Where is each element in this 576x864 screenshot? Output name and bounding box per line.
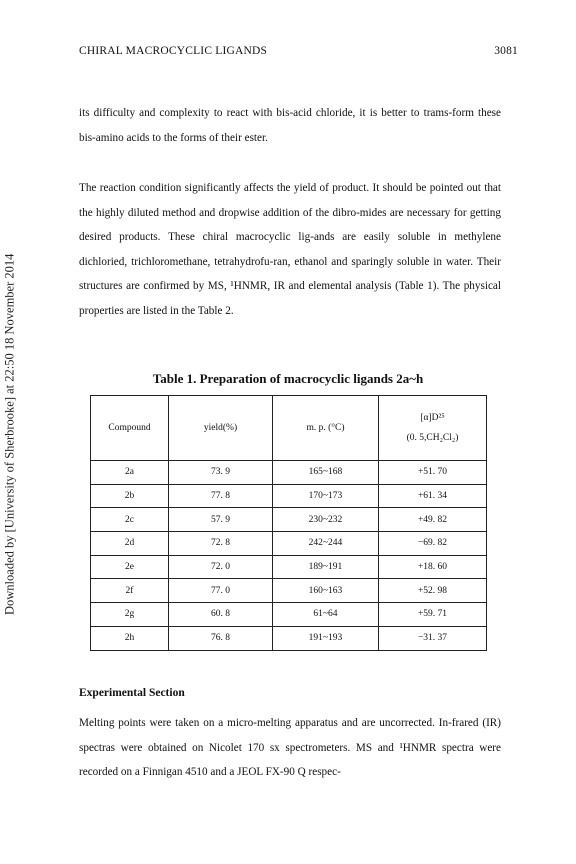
table-row	[91, 626, 487, 650]
table-header-row	[91, 396, 487, 461]
cell-rotation: +61. 34	[379, 484, 487, 508]
header-rotation-symbol: [α]D²⁵	[420, 413, 445, 423]
table-row	[91, 508, 487, 532]
paragraph-1: its difficulty and complexity to react with bis-acid chloride, it is better to trams-form these bis-amino acids to the forms of their ester.	[79, 107, 501, 144]
table-row	[91, 579, 487, 603]
running-header	[79, 45, 518, 57]
cell-mp: 189~191	[273, 555, 379, 579]
cell-compound: 2a	[91, 461, 169, 485]
download-watermark: Downloaded by [University of Sherbrooke] at 22:50 18 November 2014	[2, 253, 17, 615]
header-compound: Compound	[91, 396, 169, 461]
cell-compound: 2c	[91, 508, 169, 532]
section-heading: Experimental Section	[79, 687, 185, 699]
cell-compound: 2d	[91, 532, 169, 556]
cell-rotation: +51. 70	[379, 461, 487, 485]
paragraph-2: The reaction condition significantly affects the yield of product. It should be pointed out that the highly diluted method and dropwise addition of the dibro-mides are necessary for getting desired products. These chiral macrocyclic lig-ands are easily soluble in methylene dichloried, trichloromethane, tetrahydrofu-ran, ethanol and sparingly soluble in water. Their structures are confirmed by MS, ¹HNMR, IR and elemental analysis (Table 1). The physical properties are listed in the Table 2.	[79, 182, 501, 317]
header-rotation	[379, 396, 487, 461]
cell-yield: 73. 9	[169, 461, 273, 485]
cell-mp: 165~168	[273, 461, 379, 485]
table-row	[91, 484, 487, 508]
cell-mp: 160~163	[273, 579, 379, 603]
table-row	[91, 555, 487, 579]
cell-yield: 57. 9	[169, 508, 273, 532]
table-row	[91, 532, 487, 556]
cell-yield: 77. 8	[169, 484, 273, 508]
header-mp: m. p. (°C)	[273, 396, 379, 461]
cell-rotation: −69. 82	[379, 532, 487, 556]
cell-compound: 2e	[91, 555, 169, 579]
header-yield: yield(%)	[169, 396, 273, 461]
table-row	[91, 603, 487, 627]
cell-rotation: +18. 60	[379, 555, 487, 579]
results-table	[90, 395, 487, 651]
cell-compound: 2h	[91, 626, 169, 650]
table-caption: Table 1. Preparation of macrocyclic ligands 2a~h	[152, 371, 424, 386]
cell-compound: 2b	[91, 484, 169, 508]
cell-mp: 242~244	[273, 532, 379, 556]
cell-yield: 72. 8	[169, 532, 273, 556]
cell-yield: 60. 8	[169, 603, 273, 627]
cell-rotation: +52. 98	[379, 579, 487, 603]
cell-rotation: −31. 37	[379, 626, 487, 650]
cell-yield: 77. 0	[169, 579, 273, 603]
header-rotation-conditions: (0. 5,CH₂Cl₂)	[406, 433, 459, 443]
cell-compound: 2f	[91, 579, 169, 603]
table-row	[91, 461, 487, 485]
cell-mp: 61~64	[273, 603, 379, 627]
cell-rotation: +59. 71	[379, 603, 487, 627]
cell-rotation: +49. 82	[379, 508, 487, 532]
cell-compound: 2g	[91, 603, 169, 627]
page-number: 3081	[494, 45, 518, 57]
cell-mp: 170~173	[273, 484, 379, 508]
running-title: CHIRAL MACROCYCLIC LIGANDS	[79, 45, 268, 57]
cell-mp: 191~193	[273, 626, 379, 650]
cell-mp: 230~232	[273, 508, 379, 532]
cell-yield: 76. 8	[169, 626, 273, 650]
cell-yield: 72. 0	[169, 555, 273, 579]
paragraph-3: Melting points were taken on a micro-melting apparatus and are uncorrected. In-frared (IR) spectras were obtained on Nicolet 170 sx spectrometers. MS and ¹HNMR spectra were recorded on a Finnigan 4510 and a JEOL FX-90 Q respec-	[79, 717, 501, 778]
